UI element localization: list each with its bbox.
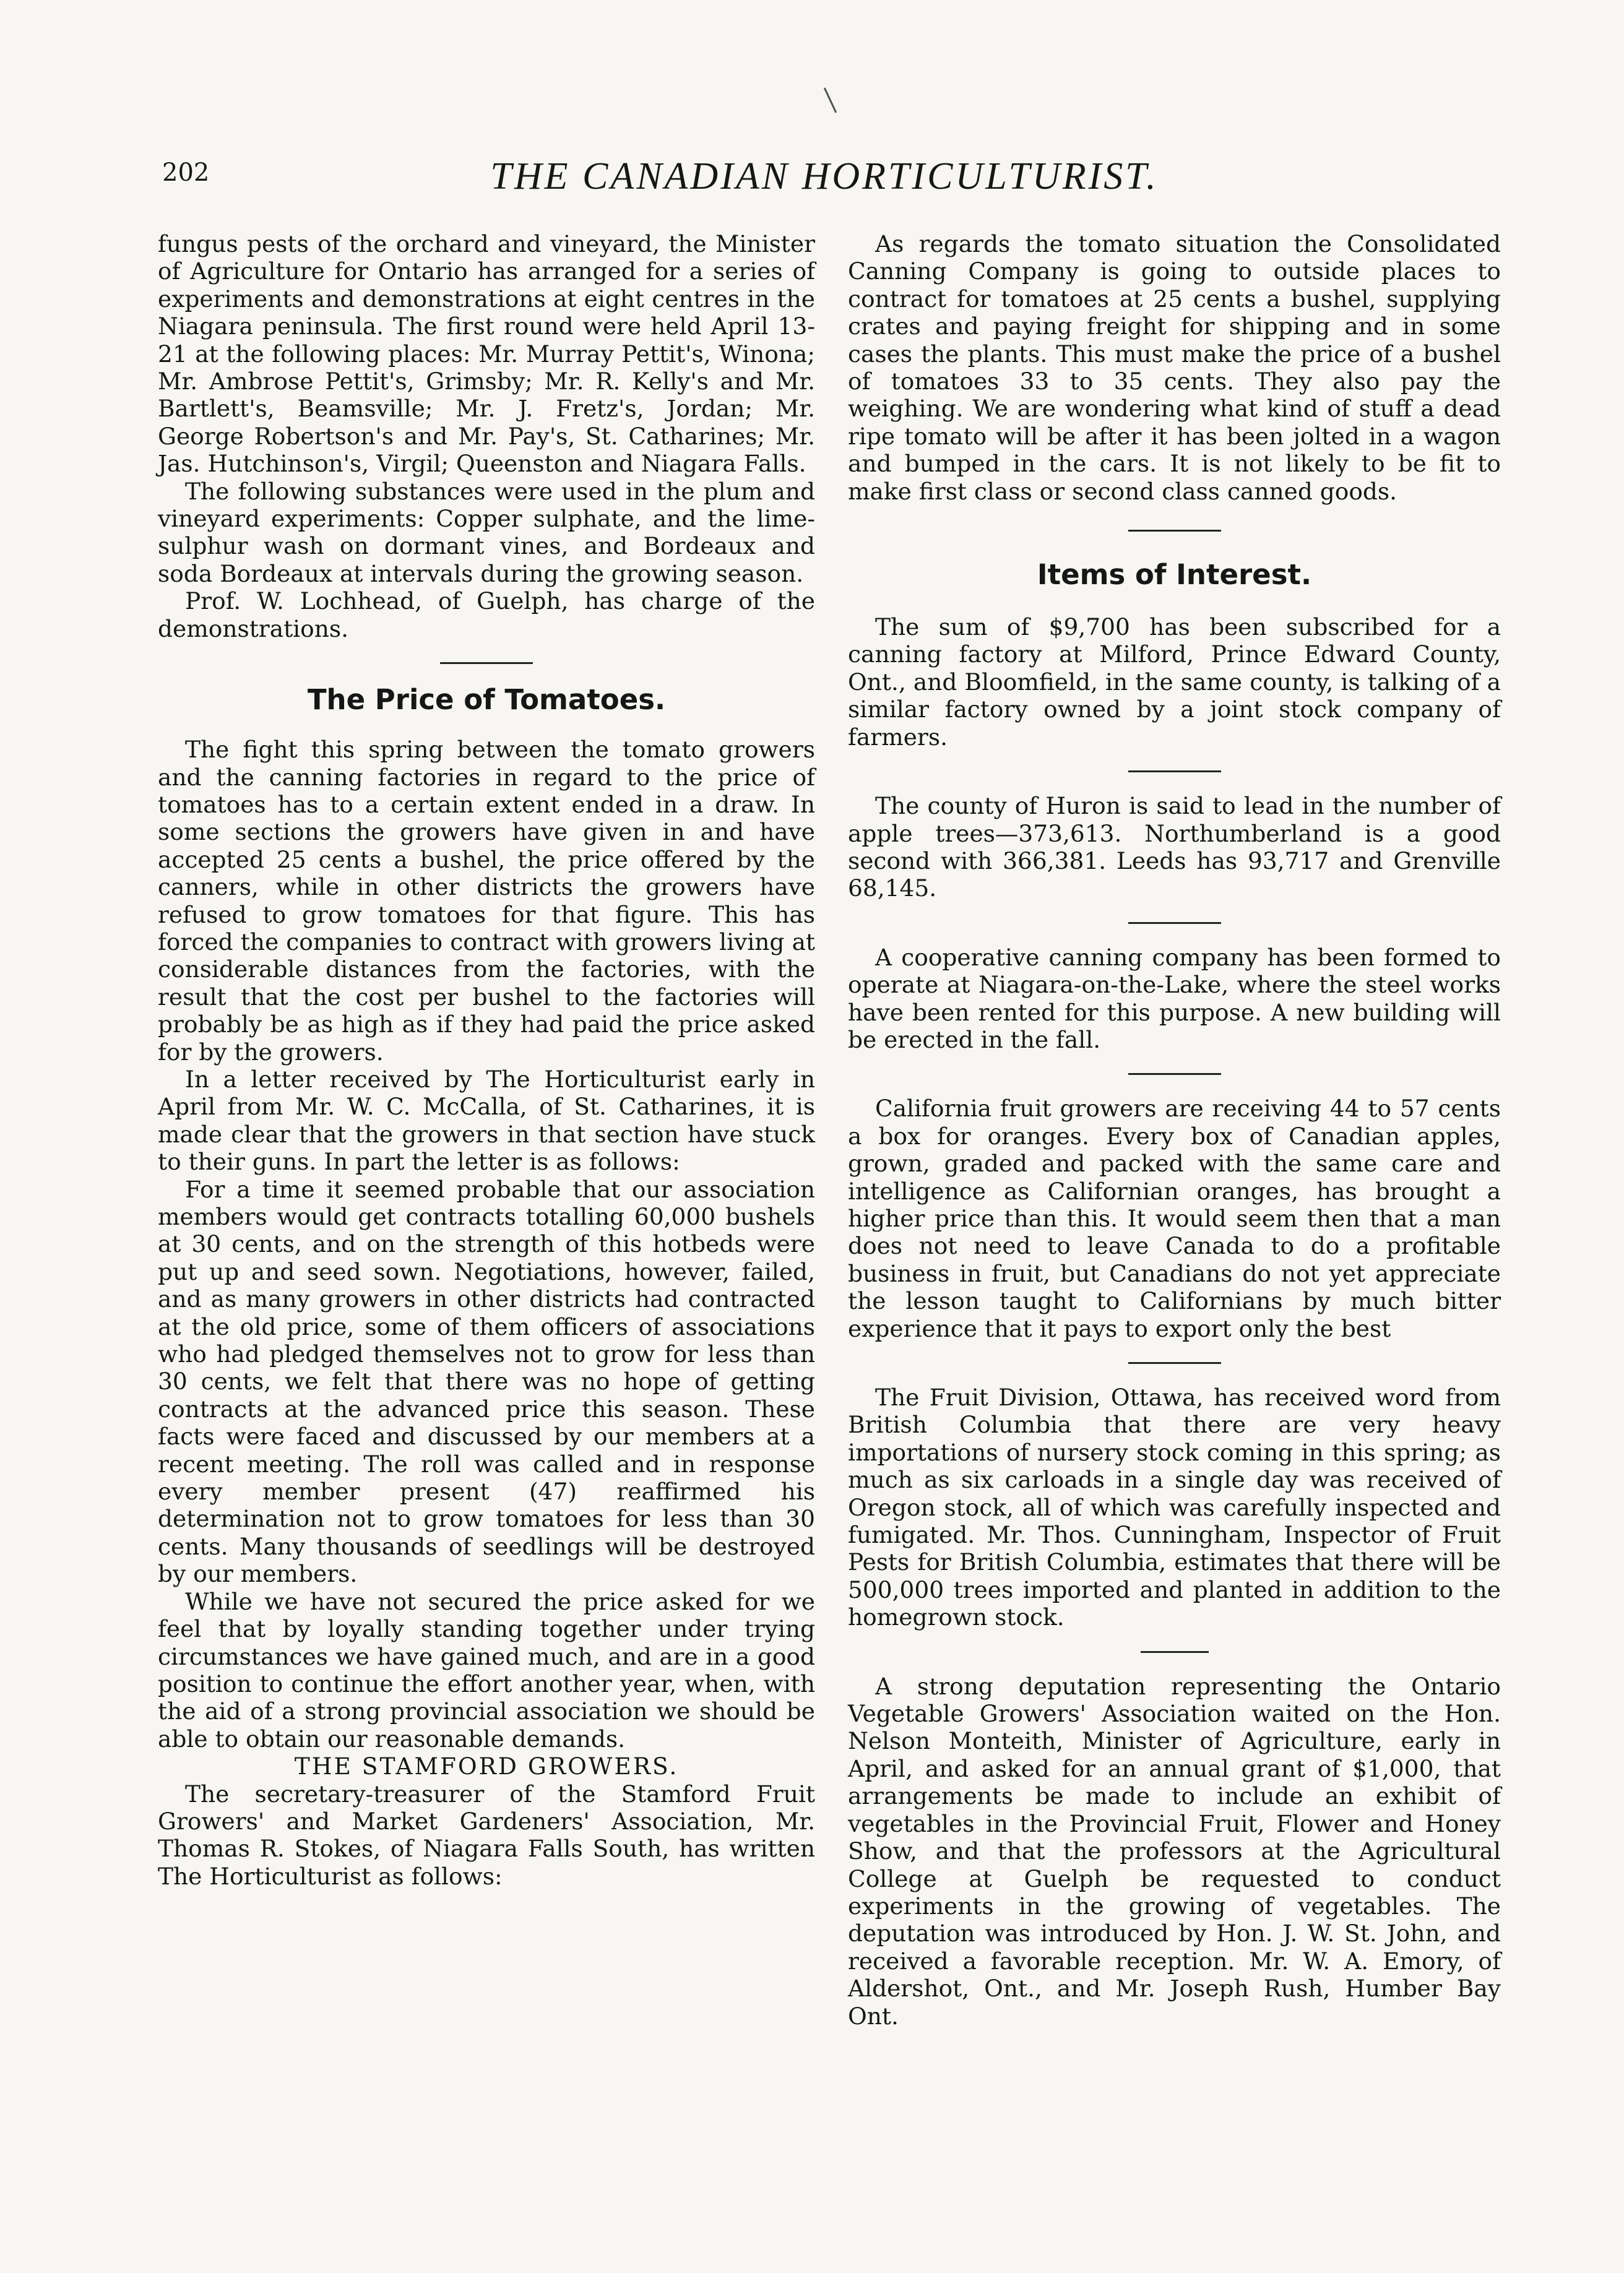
paragraph: In a letter received by The Horticulturist early in April from Mr. W. C. McCalla, of St. Catharines, it is made clear that the growers in that section have stuck to their guns. In part the letter is as follows:: [158, 1065, 815, 1176]
paragraph: California fruit growers are receiving 44 to 57 cents a box for oranges. Every box of Canadian apples, grown, graded and packed with the same care and intelligence as Californian oranges, has brought a higher price than this. It would seem then that a man does not need to leave Canada to do a profitable business in fruit, but Canadians do not yet appreciate the lesson taught to Californians by much bitter experience that it pays to export only the best: [848, 1095, 1501, 1342]
paragraph: The following substances were used in the plum and vineyard experiments: Copper sulphate, and the lime-sulphur wash on dormant vines, and Bordeaux and soda Bordeaux at intervals during the growing season.: [158, 477, 815, 587]
print-mark: [824, 87, 837, 113]
paragraph: A strong deputation representing the Ontario Vegetable Growers' Association waited on the Hon. Nelson Monteith, Minister of Agriculture, early in April, and asked for an annual grant of $1,000, that arrangements be made to include an exhibit of vegetables in the Provincial Fruit, Flower and Honey Show, and that the professors at the Agricultural College at Guelph be requested to conduct experiments in the growing of vegetables. The deputation was introduced by Hon. J. W. St. John, and received a favorable reception. Mr. W. A. Emory, of Aldershot, Ont., and Mr. Joseph Rush, Humber Bay Ont.: [848, 1672, 1501, 2030]
paragraph: Prof. W. Lochhead, of Guelph, has charge of the demonstrations.: [158, 587, 815, 642]
paragraph: While we have not secured the price asked for we feel that by loyally standing together under trying circumstances we have gained much, and are in a good position to continue the effort another year, when, with the aid of a strong provincial association we should be able to obtain our reasonable demands.: [158, 1587, 815, 1753]
paragraph: A cooperative canning company has been formed to operate at Niagara-on-the-Lake, where the steel works have been rented for this purpose. A new building will be erected in the fall.: [848, 943, 1501, 1053]
right-column: [848, 230, 1501, 2030]
paragraph: The county of Huron is said to lead in the number of apple trees—373,613. Northumberland is a good second with 366,381. Leeds has 93,717 and Grenville 68,145.: [848, 792, 1501, 902]
paragraph: fungus pests of the orchard and vineyard, the Minister of Agriculture for Ontario has arranged for a series of experiments and demonstrations at eight centres in the Niagara peninsula. The first round were held April 13-21 at the following places: Mr. Murray Pettit's, Winona; Mr. Ambrose Pettit's, Grimsby; Mr. R. Kelly's and Mr. Bartlett's, Beamsville; Mr. J. Fretz's, Jordan; Mr. George Robertson's and Mr. Pay's, St. Catharines; Mr. Jas. Hutchinson's, Virgil; Queenston and Niagara Falls.: [158, 230, 815, 478]
section-heading: Items of Interest.: [1037, 558, 1312, 592]
running-title: THE CANADIAN HORTICULTURIST.: [490, 155, 1159, 197]
paragraph: For a time it seemed probable that our association members would get contracts totalling 60,000 bushels at 30 cents, and on the strength of this hotbeds were put up and seed sown. Negotiations, however, failed, and as many growers in other districts had contracted at the old price, some of them officers of associations who had pledged themselves not to grow for less than 30 cents, we felt that there was no hope of getting contracts at the advanced price this season. These facts were faced and discussed by our members at a recent meeting. The roll was called and in response every member present (47) reaffirmed his determination not to grow tomatoes for less than 30 cents. Many thousands of seedlings will be destroyed by our members.: [158, 1175, 815, 1588]
paragraph: The Fruit Division, Ottawa, has received word from British Columbia that there are very heavy importations of nursery stock coming in this spring; as much as six carloads in a single day was received of Oregon stock, all of which was carefully inspected and fumigated. Mr. Thos. Cunningham, Inspector of Fruit Pests for British Columbia, estimates that there will be 500,000 trees imported and planted in addition to the homegrown stock.: [848, 1384, 1501, 1631]
left-column: [158, 230, 815, 1890]
subheading: THE STAMFORD GROWERS.: [294, 1753, 679, 1780]
paragraph: As regards the tomato situation the Consolidated Canning Company is going to outside places to contract for tomatoes at 25 cents a bushel, supplying crates and paying freight for shipping and in some cases the plants. This must make the price of a bushel of tomatoes 33 to 35 cents. They also pay the weighing. We are wondering what kind of stuff a dead ripe tomato will be after it has been jolted in a wagon and bumped in the cars. It is not likely to be fit to make first class or second class canned goods.: [848, 230, 1501, 505]
paragraph: The sum of $9,700 has been subscribed for a canning factory at Milford, Prince Edward County, Ont., and Bloomfield, in the same county, is talking of a similar factory owned by a joint stock company of farmers.: [848, 613, 1501, 751]
paragraph: The secretary-treasurer of the Stamford Fruit Growers' and Market Gardeners' Association, Mr. Thomas R. Stokes, of Niagara Falls South, has written The Horticulturist as follows:: [158, 1780, 815, 1890]
page-header: [162, 155, 1487, 198]
section-heading: The Price of Tomatoes.: [307, 683, 666, 717]
paragraph: The fight this spring between the tomato growers and the canning factories in regard to the price of tomatoes has to a certain extent ended in a draw. In some sections the growers have given in and have accepted 25 cents a bushel, the price offered by the canners, while in other districts the growers have refused to grow tomatoes for that figure. This has forced the companies to contract with growers living at considerable distances from the factories, with the result that the cost per bushel to the factories will probably be as high as if they had paid the price asked for by the growers.: [158, 736, 815, 1066]
page-number: 202: [162, 158, 210, 187]
